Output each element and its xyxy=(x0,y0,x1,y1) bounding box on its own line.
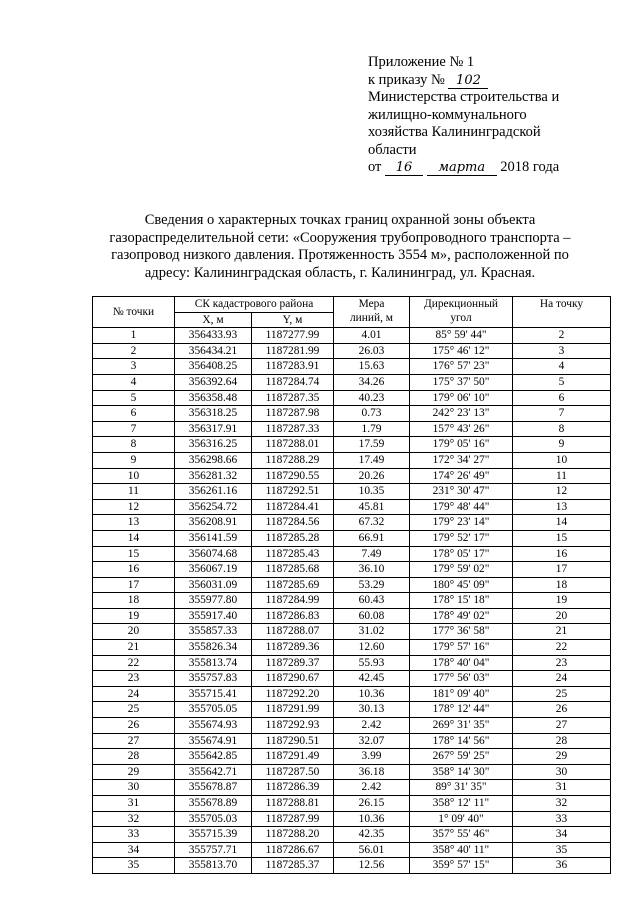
appendix-block xyxy=(368,54,608,177)
heading-line-4: адресу: Калининградская область, г. Калининград, ул. Красная. xyxy=(144,264,536,281)
cell-length: 12.60 xyxy=(334,640,410,656)
cell-x: 355715.39 xyxy=(175,827,252,843)
cell-angle: 157° 43' 26" xyxy=(410,421,513,437)
date-line xyxy=(368,159,608,177)
table-row xyxy=(93,421,611,437)
heading-line-2: газораспределительной сети: «Сооружения трубопроводного транспорта – xyxy=(109,229,571,246)
cell-to-point: 18 xyxy=(513,577,611,593)
cell-length: 36.18 xyxy=(334,764,410,780)
cell-point: 18 xyxy=(93,593,175,609)
table-row xyxy=(93,608,611,624)
ministry-line-2: жилищно-коммунального xyxy=(368,106,527,123)
ministry-line-4: области xyxy=(368,141,417,158)
table-row xyxy=(93,764,611,780)
cell-to-point: 27 xyxy=(513,718,611,734)
cell-point: 4 xyxy=(93,374,175,390)
cell-length: 55.93 xyxy=(334,655,410,671)
cell-length: 26.15 xyxy=(334,796,410,812)
cell-point: 30 xyxy=(93,780,175,796)
cell-x: 355674.91 xyxy=(175,733,252,749)
cell-y: 1187288.20 xyxy=(252,827,334,843)
cell-point: 23 xyxy=(93,671,175,687)
cell-angle: 231° 30' 47" xyxy=(410,484,513,500)
cell-point: 3 xyxy=(93,359,175,375)
cell-x: 356254.72 xyxy=(175,499,252,515)
table-row xyxy=(93,530,611,546)
cell-to-point: 33 xyxy=(513,811,611,827)
header-coordinate-system: СК кадастрового района xyxy=(175,297,334,313)
cell-x: 355642.85 xyxy=(175,749,252,765)
cell-x: 356434.21 xyxy=(175,343,252,359)
cell-y: 1187288.29 xyxy=(252,452,334,468)
cell-to-point: 5 xyxy=(513,374,611,390)
cell-y: 1187290.51 xyxy=(252,733,334,749)
cell-to-point: 4 xyxy=(513,359,611,375)
cell-point: 2 xyxy=(93,343,175,359)
cell-x: 356067.19 xyxy=(175,562,252,578)
cell-to-point: 23 xyxy=(513,655,611,671)
table-row xyxy=(93,374,611,390)
cell-length: 31.02 xyxy=(334,624,410,640)
header-x: X, м xyxy=(175,312,252,328)
cell-length: 15.63 xyxy=(334,359,410,375)
cell-point: 7 xyxy=(93,421,175,437)
cell-point: 1 xyxy=(93,328,175,344)
cell-angle: 89° 31' 35" xyxy=(410,780,513,796)
cell-length: 26.03 xyxy=(334,343,410,359)
cell-y: 1187287.35 xyxy=(252,390,334,406)
cell-point: 14 xyxy=(93,530,175,546)
cell-point: 17 xyxy=(93,577,175,593)
cell-x: 355705.03 xyxy=(175,811,252,827)
cell-point: 25 xyxy=(93,702,175,718)
cell-point: 9 xyxy=(93,452,175,468)
cell-to-point: 17 xyxy=(513,562,611,578)
cell-to-point: 12 xyxy=(513,484,611,500)
cell-x: 355917.40 xyxy=(175,608,252,624)
table-row xyxy=(93,452,611,468)
cell-y: 1187286.83 xyxy=(252,608,334,624)
cell-point: 27 xyxy=(93,733,175,749)
cell-point: 19 xyxy=(93,608,175,624)
cell-length: 1.79 xyxy=(334,421,410,437)
cell-x: 356433.93 xyxy=(175,328,252,344)
cell-to-point: 36 xyxy=(513,858,611,874)
cell-x: 356318.25 xyxy=(175,406,252,422)
cell-angle: 177° 36' 58" xyxy=(410,624,513,640)
cell-point: 24 xyxy=(93,686,175,702)
table-row xyxy=(93,593,611,609)
cell-to-point: 31 xyxy=(513,780,611,796)
cell-angle: 178° 49' 02" xyxy=(410,608,513,624)
cell-y: 1187285.28 xyxy=(252,530,334,546)
table-row xyxy=(93,811,611,827)
cell-x: 356141.59 xyxy=(175,530,252,546)
cell-x: 355826.34 xyxy=(175,640,252,656)
table-row xyxy=(93,562,611,578)
cell-length: 17.59 xyxy=(334,437,410,453)
cell-y: 1187291.99 xyxy=(252,702,334,718)
cell-angle: 178° 05' 17" xyxy=(410,546,513,562)
header-point: № точки xyxy=(93,297,175,328)
cell-point: 15 xyxy=(93,546,175,562)
cell-angle: 178° 40' 04" xyxy=(410,655,513,671)
cell-y: 1187287.98 xyxy=(252,406,334,422)
cell-angle: 179° 57' 16" xyxy=(410,640,513,656)
header-direction-angle-1: Дирекционный xyxy=(424,298,498,310)
cell-y: 1187288.81 xyxy=(252,796,334,812)
table-row xyxy=(93,499,611,515)
cell-to-point: 29 xyxy=(513,749,611,765)
cell-y: 1187287.33 xyxy=(252,421,334,437)
cell-length: 34.26 xyxy=(334,374,410,390)
cell-y: 1187277.99 xyxy=(252,328,334,344)
cell-length: 20.26 xyxy=(334,468,410,484)
cell-angle: 179° 59' 02" xyxy=(410,562,513,578)
cell-length: 42.35 xyxy=(334,827,410,843)
cell-to-point: 25 xyxy=(513,686,611,702)
date-prefix: от xyxy=(368,159,382,175)
cell-y: 1187289.37 xyxy=(252,655,334,671)
table-body xyxy=(93,328,611,874)
table-row xyxy=(93,437,611,453)
table-row xyxy=(93,655,611,671)
order-prefix: к приказу № xyxy=(368,71,445,88)
cell-to-point: 6 xyxy=(513,390,611,406)
cell-y: 1187283.91 xyxy=(252,359,334,375)
cell-x: 356298.66 xyxy=(175,452,252,468)
cell-length: 4.01 xyxy=(334,328,410,344)
cell-x: 355857.33 xyxy=(175,624,252,640)
cell-y: 1187285.68 xyxy=(252,562,334,578)
cell-angle: 179° 52' 17" xyxy=(410,530,513,546)
cell-angle: 267° 59' 25" xyxy=(410,749,513,765)
table-row xyxy=(93,577,611,593)
cell-to-point: 8 xyxy=(513,421,611,437)
cell-angle: 174° 26' 49" xyxy=(410,468,513,484)
cell-y: 1187284.41 xyxy=(252,499,334,515)
cell-angle: 178° 15' 18" xyxy=(410,593,513,609)
cell-to-point: 10 xyxy=(513,452,611,468)
cell-point: 12 xyxy=(93,499,175,515)
cell-y: 1187285.37 xyxy=(252,858,334,874)
cell-y: 1187290.55 xyxy=(252,468,334,484)
table-row xyxy=(93,842,611,858)
cell-to-point: 26 xyxy=(513,702,611,718)
cell-angle: 175° 37' 50" xyxy=(410,374,513,390)
cell-x: 355642.71 xyxy=(175,764,252,780)
table-header xyxy=(93,297,611,328)
cell-point: 6 xyxy=(93,406,175,422)
document-heading xyxy=(80,212,600,282)
ministry-line-1: Министерства строительства и xyxy=(368,89,560,105)
date-suffix: 2018 года xyxy=(500,159,560,175)
cell-x: 356358.48 xyxy=(175,390,252,406)
cell-x: 355757.83 xyxy=(175,671,252,687)
cell-x: 355674.93 xyxy=(175,718,252,734)
cell-to-point: 15 xyxy=(513,530,611,546)
cell-length: 12.56 xyxy=(334,858,410,874)
cell-y: 1187288.07 xyxy=(252,624,334,640)
cell-length: 3.99 xyxy=(334,749,410,765)
table-row xyxy=(93,702,611,718)
header-line-length-2: линий, м xyxy=(350,312,393,324)
table-row xyxy=(93,406,611,422)
cell-x: 356408.25 xyxy=(175,359,252,375)
cell-angle: 1° 09' 40" xyxy=(410,811,513,827)
cell-angle: 269° 31' 35" xyxy=(410,718,513,734)
cell-to-point: 35 xyxy=(513,842,611,858)
cell-angle: 358° 14' 30" xyxy=(410,764,513,780)
cell-to-point: 21 xyxy=(513,624,611,640)
cell-point: 28 xyxy=(93,749,175,765)
cell-point: 21 xyxy=(93,640,175,656)
cell-length: 10.35 xyxy=(334,484,410,500)
cell-x: 355757.71 xyxy=(175,842,252,858)
header-direction-angle-2: угол xyxy=(450,312,472,324)
table-row xyxy=(93,749,611,765)
cell-x: 356317.91 xyxy=(175,421,252,437)
table-row xyxy=(93,858,611,874)
table-row xyxy=(93,796,611,812)
table-row xyxy=(93,328,611,344)
cell-point: 5 xyxy=(93,390,175,406)
coordinates-table xyxy=(92,296,611,874)
cell-y: 1187287.99 xyxy=(252,811,334,827)
cell-point: 10 xyxy=(93,468,175,484)
cell-point: 26 xyxy=(93,718,175,734)
cell-length: 42.45 xyxy=(334,671,410,687)
cell-point: 31 xyxy=(93,796,175,812)
cell-length: 10.36 xyxy=(334,811,410,827)
cell-angle: 357° 55' 46" xyxy=(410,827,513,843)
cell-y: 1187285.69 xyxy=(252,577,334,593)
cell-y: 1187281.99 xyxy=(252,343,334,359)
cell-to-point: 13 xyxy=(513,499,611,515)
cell-to-point: 14 xyxy=(513,515,611,531)
cell-to-point: 7 xyxy=(513,406,611,422)
cell-length: 2.42 xyxy=(334,718,410,734)
table-row xyxy=(93,827,611,843)
cell-x: 355705.05 xyxy=(175,702,252,718)
cell-to-point: 24 xyxy=(513,671,611,687)
cell-to-point: 2 xyxy=(513,328,611,344)
cell-length: 0.73 xyxy=(334,406,410,422)
cell-point: 32 xyxy=(93,811,175,827)
cell-x: 356392.64 xyxy=(175,374,252,390)
table-row xyxy=(93,686,611,702)
cell-x: 355678.89 xyxy=(175,796,252,812)
cell-to-point: 19 xyxy=(513,593,611,609)
table-row xyxy=(93,468,611,484)
cell-length: 32.07 xyxy=(334,733,410,749)
table-row xyxy=(93,390,611,406)
cell-point: 8 xyxy=(93,437,175,453)
cell-angle: 181° 09' 40" xyxy=(410,686,513,702)
cell-angle: 177° 56' 03" xyxy=(410,671,513,687)
cell-angle: 358° 40' 11" xyxy=(410,842,513,858)
cell-to-point: 22 xyxy=(513,640,611,656)
cell-angle: 85° 59' 44" xyxy=(410,328,513,344)
cell-y: 1187284.56 xyxy=(252,515,334,531)
table-row xyxy=(93,640,611,656)
heading-line-1: Сведения о характерных точках границ охранной зоны объекта xyxy=(144,212,536,228)
cell-length: 30.13 xyxy=(334,702,410,718)
cell-point: 35 xyxy=(93,858,175,874)
date-month-handwritten: марта xyxy=(427,161,497,176)
table-row xyxy=(93,359,611,375)
cell-length: 40.23 xyxy=(334,390,410,406)
table-row xyxy=(93,718,611,734)
cell-point: 33 xyxy=(93,827,175,843)
cell-angle: 178° 12' 44" xyxy=(410,702,513,718)
cell-length: 56.01 xyxy=(334,842,410,858)
cell-angle: 179° 05' 16" xyxy=(410,437,513,453)
cell-point: 22 xyxy=(93,655,175,671)
table-row xyxy=(93,780,611,796)
cell-length: 7.49 xyxy=(334,546,410,562)
header-direction-angle xyxy=(410,297,513,328)
cell-length: 60.43 xyxy=(334,593,410,609)
cell-length: 17.49 xyxy=(334,452,410,468)
cell-y: 1187285.43 xyxy=(252,546,334,562)
cell-to-point: 34 xyxy=(513,827,611,843)
cell-to-point: 9 xyxy=(513,437,611,453)
cell-x: 355813.70 xyxy=(175,858,252,874)
table-row xyxy=(93,515,611,531)
cell-y: 1187284.74 xyxy=(252,374,334,390)
cell-point: 11 xyxy=(93,484,175,500)
cell-angle: 242° 23' 13" xyxy=(410,406,513,422)
cell-to-point: 32 xyxy=(513,796,611,812)
cell-x: 356316.25 xyxy=(175,437,252,453)
cell-point: 29 xyxy=(93,764,175,780)
cell-y: 1187287.50 xyxy=(252,764,334,780)
cell-y: 1187286.67 xyxy=(252,842,334,858)
order-line xyxy=(368,72,608,90)
cell-to-point: 28 xyxy=(513,733,611,749)
cell-x: 356208.91 xyxy=(175,515,252,531)
cell-angle: 175° 46' 12" xyxy=(410,343,513,359)
cell-to-point: 30 xyxy=(513,764,611,780)
appendix-title: Приложение № 1 xyxy=(368,54,475,70)
cell-angle: 359° 57' 15" xyxy=(410,858,513,874)
cell-angle: 180° 45' 09" xyxy=(410,577,513,593)
table-row xyxy=(93,484,611,500)
cell-y: 1187290.67 xyxy=(252,671,334,687)
cell-length: 2.42 xyxy=(334,780,410,796)
header-line-length xyxy=(334,297,410,328)
cell-y: 1187286.39 xyxy=(252,780,334,796)
cell-length: 60.08 xyxy=(334,608,410,624)
cell-y: 1187292.93 xyxy=(252,718,334,734)
cell-x: 356074.68 xyxy=(175,546,252,562)
cell-to-point: 16 xyxy=(513,546,611,562)
cell-y: 1187292.20 xyxy=(252,686,334,702)
cell-angle: 172° 34' 27" xyxy=(410,452,513,468)
cell-angle: 179° 23' 14" xyxy=(410,515,513,531)
header-line-length-1: Мера xyxy=(358,298,385,310)
cell-y: 1187284.99 xyxy=(252,593,334,609)
cell-to-point: 20 xyxy=(513,608,611,624)
date-day-handwritten: 16 xyxy=(385,161,423,176)
table-row xyxy=(93,624,611,640)
cell-length: 53.29 xyxy=(334,577,410,593)
table-row xyxy=(93,343,611,359)
cell-to-point: 3 xyxy=(513,343,611,359)
cell-x: 356281.32 xyxy=(175,468,252,484)
cell-angle: 179° 06' 10" xyxy=(410,390,513,406)
ministry-line-3: хозяйства Калининградской xyxy=(368,124,541,140)
cell-angle: 178° 14' 56" xyxy=(410,733,513,749)
cell-to-point: 11 xyxy=(513,468,611,484)
cell-y: 1187292.51 xyxy=(252,484,334,500)
cell-point: 13 xyxy=(93,515,175,531)
cell-length: 45.81 xyxy=(334,499,410,515)
cell-point: 20 xyxy=(93,624,175,640)
cell-point: 16 xyxy=(93,562,175,578)
table-row xyxy=(93,671,611,687)
cell-length: 10.36 xyxy=(334,686,410,702)
cell-y: 1187289.36 xyxy=(252,640,334,656)
cell-x: 356031.09 xyxy=(175,577,252,593)
cell-angle: 179° 48' 44" xyxy=(410,499,513,515)
heading-line-3: газопровод низкого давления. Протяженность 3554 м», расположенной по xyxy=(111,247,569,263)
cell-y: 1187291.49 xyxy=(252,749,334,765)
cell-angle: 358° 12' 11" xyxy=(410,796,513,812)
table-row xyxy=(93,733,611,749)
header-to-point: На точку xyxy=(513,297,611,328)
header-y: Y, м xyxy=(252,312,334,328)
cell-length: 66.91 xyxy=(334,530,410,546)
cell-y: 1187288.01 xyxy=(252,437,334,453)
cell-length: 67.32 xyxy=(334,515,410,531)
cell-length: 36.10 xyxy=(334,562,410,578)
cell-x: 355813.74 xyxy=(175,655,252,671)
cell-angle: 176° 57' 23" xyxy=(410,359,513,375)
table-row xyxy=(93,546,611,562)
cell-x: 355715.41 xyxy=(175,686,252,702)
order-number-handwritten: 102 xyxy=(448,74,488,89)
cell-x: 356261.16 xyxy=(175,484,252,500)
cell-x: 355678.87 xyxy=(175,780,252,796)
cell-x: 355977.80 xyxy=(175,593,252,609)
cell-point: 34 xyxy=(93,842,175,858)
